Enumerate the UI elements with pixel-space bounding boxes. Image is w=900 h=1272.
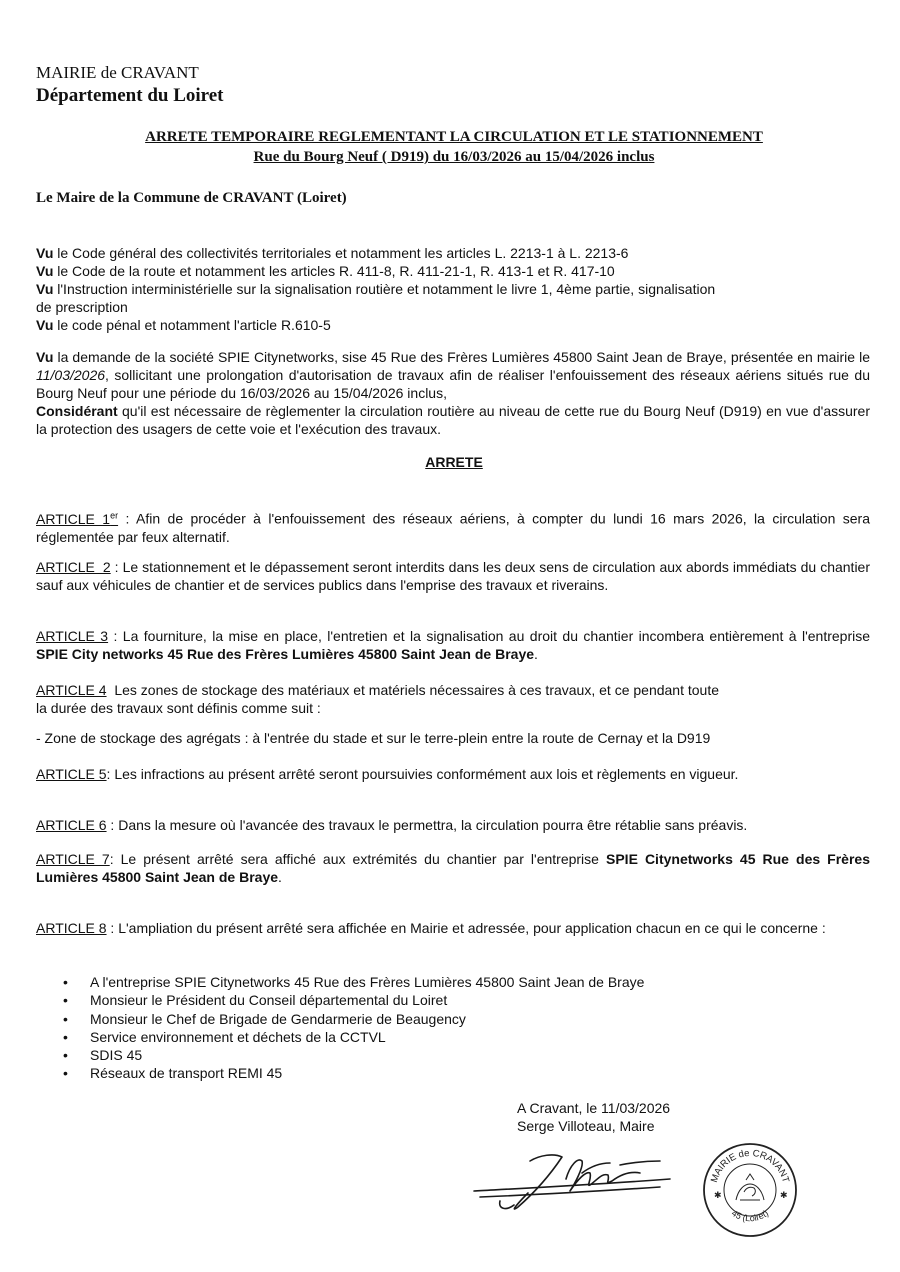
- stamp-bottom-text: 45 (Loiret): [729, 1207, 771, 1224]
- decree-title-line1: ARRETE TEMPORAIRE REGLEMENTANT LA CIRCULATION ET LE STATIONNEMENT: [145, 129, 763, 145]
- list-item: • A l'entreprise SPIE Citynetworks 45 Rue des Frères Lumières 45800 Saint Jean de Braye: [36, 973, 856, 991]
- article-7-label: ARTICLE 7: [36, 851, 110, 867]
- vu-item: de prescription: [36, 299, 128, 315]
- article-7: ARTICLE 7: Le présent arrêté sera affiché aux extrémités du chantier par l'entreprise SPIE Citynetworks 45 Rue des Frères Lumières 45800 Saint Jean de Braye.: [36, 851, 870, 885]
- svg-text:✱: ✱: [714, 1190, 722, 1200]
- article-1-label: ARTICLE 1er: [36, 510, 119, 527]
- article-6-label: ARTICLE 6: [36, 817, 107, 833]
- list-item: • Réseaux de transport REMI 45: [36, 1064, 856, 1082]
- article-8: ARTICLE 8 : L'ampliation du présent arrêté sera affichée en Mairie et adressée, pour application chacun en ce qui le concerne :: [36, 920, 826, 936]
- article-5: ARTICLE 5: Les infractions au présent arrêté seront poursuivies conformément aux lois et règlements en vigueur.: [36, 766, 739, 782]
- article-5-label: ARTICLE 5: [36, 766, 107, 782]
- article-4: ARTICLE 4 Les zones de stockage des matériaux et matériels nécessaires à ces travaux, et ce pendant toute la durée des travaux sont définis comme suit :: [36, 682, 719, 716]
- article-3: ARTICLE 3 : La fourniture, la mise en place, l'entretien et la signalisation au droit du chantier incombera entièrement à l'entreprise SPIE City networks 45 Rue des Frères Lumières 45800 Saint Jean de Braye.: [36, 628, 870, 662]
- vu-list: [36, 244, 876, 334]
- mairie-stamp: [700, 1140, 800, 1240]
- arrete-heading: ARRETE: [425, 454, 483, 470]
- article-4-label: ARTICLE 4: [36, 682, 107, 698]
- departement-name: Département du Loiret: [36, 85, 224, 106]
- list-item: • Monsieur le Chef de Brigade de Gendarmerie de Beaugency: [36, 1010, 856, 1028]
- list-item: • Monsieur le Président du Conseil départemental du Loiret: [36, 991, 856, 1009]
- vu-item: Vu l'Instruction interministérielle sur la signalisation routière et notamment le livre 1, 4ème partie, signalisation: [36, 281, 716, 297]
- decree-title-line2: Rue du Bourg Neuf ( D919) du 16/03/2026 au 15/04/2026 inclus: [253, 149, 655, 165]
- article-2-label: ARTICLE 2: [36, 559, 111, 575]
- list-item: • Service environnement et déchets de la CCTVL: [36, 1028, 856, 1046]
- article-2: ARTICLE 2 : Le stationnement et le dépassement seront interdits dans les deux sens de circulation aux abords immédiats du chantier sauf aux véhicules de chantier et de services publics dans l'emprise des travaux et riverains.: [36, 559, 871, 593]
- mairie-name: MAIRIE de CRAVANT: [36, 63, 199, 82]
- handwritten-signature: [470, 1145, 690, 1225]
- vu-item: Vu le Code général des collectivités territoriales et notamment les articles L. 2213-1 à L. 2213-6: [36, 245, 629, 261]
- recipient-list: [36, 973, 856, 1083]
- article-1: ARTICLE 1er : Afin de procéder à l'enfouissement des réseaux aériens, à compter du lundi 16 mars 2026, la circulation sera réglementée par feux alternatif.: [36, 510, 870, 545]
- signature-place-date: A Cravant, le 11/03/2026: [517, 1100, 671, 1116]
- article-8-label: ARTICLE 8: [36, 920, 107, 936]
- article-3-label: ARTICLE 3: [36, 628, 109, 644]
- vu-item: Vu le code pénal et notamment l'article R.610-5: [36, 317, 331, 333]
- storage-zone: - Zone de stockage des agrégats : à l'entrée du stade et sur le terre-plein entre la route de Cernay et la D919: [36, 730, 711, 746]
- demande-paragraph: Vu la demande de la société SPIE Citynetworks, sise 45 Rue des Frères Lumières 45800 Saint Jean de Braye, présentée en mairie le 11/03/2026, sollicitant une prolongation d'autorisation de travaux afin de réaliser l'enfouissement des réseaux aériens situés rue du Bourg Neuf pour une période du 16/03/2026 au 15/04/2026 inclus, Considérant qu'il est nécessaire de règlementer la circulation routière au niveau de cette rue du Bourg Neuf (D919) en vue d'assurer la protection des usagers de cette voie et l'exécution des travaux.: [36, 349, 870, 437]
- list-item: • SDIS 45: [36, 1046, 856, 1064]
- stamp-top-text: MAIRIE de CRAVANT: [708, 1147, 792, 1184]
- article-6: ARTICLE 6 : Dans la mesure où l'avancée des travaux le permettra, la circulation pourra être rétablie sans préavis.: [36, 817, 748, 833]
- vu-item: Vu le Code de la route et notamment les articles R. 411-8, R. 411-21-1, R. 413-1 et R. 417-10: [36, 263, 615, 279]
- signature-name: Serge Villoteau, Maire: [517, 1118, 655, 1134]
- svg-text:✱: ✱: [780, 1190, 788, 1200]
- maire-heading: Le Maire de la Commune de CRAVANT (Loiret): [36, 190, 347, 206]
